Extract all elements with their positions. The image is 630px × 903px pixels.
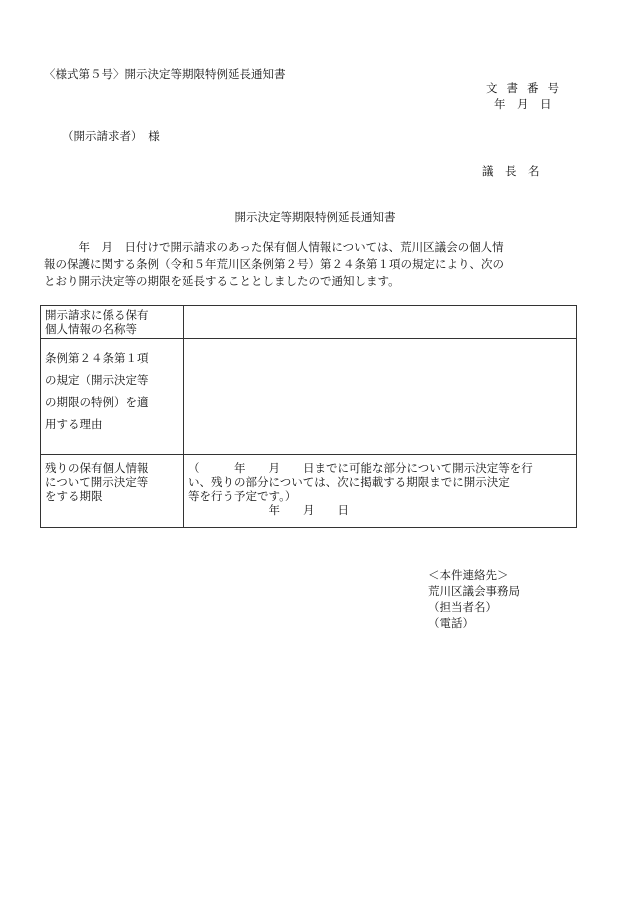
body-line: とおり開示決定等の期限を延長することとしましたので通知します。: [44, 274, 400, 288]
addressee: （開示請求者） 様: [62, 129, 160, 143]
contact-phone: （電話）: [428, 616, 474, 630]
notice-body: [44, 239, 584, 290]
table-row: [41, 339, 577, 455]
row-label: [41, 455, 184, 528]
label-line: をする期限: [45, 489, 103, 503]
extension-reason-field[interactable]: [184, 339, 577, 455]
body-line: 年 月 日付けで開示請求のあった保有個人情報については、荒川区議会の個人情: [44, 240, 504, 254]
deadline-line: い、残りの部分については、次に掲載する期限までに開示決定: [188, 475, 510, 489]
row-label: [41, 306, 184, 339]
contact-block: [428, 567, 520, 631]
label-line: 開示請求に係る保有: [45, 308, 149, 322]
contact-person: （担当者名）: [428, 600, 497, 614]
deadline-field[interactable]: [184, 455, 577, 528]
label-line: の規定（開示決定等: [45, 373, 149, 387]
label-line: の期限の特例）を適: [45, 395, 149, 409]
document-number-label: 文書番号: [486, 81, 568, 95]
label-line: 条例第２４条第１項: [45, 351, 149, 365]
document-title: 開示決定等期限特例延長通知書: [234, 210, 396, 224]
label-line: 用する理由: [45, 417, 103, 431]
label-line: 個人情報の名称等: [45, 322, 137, 336]
document-date-label: 年 月 日: [494, 97, 552, 111]
deadline-line: （ 年 月 日までに可能な部分について開示決定等を行: [188, 461, 533, 475]
row-label: [41, 339, 184, 455]
label-line: について開示決定等: [45, 475, 149, 489]
table-row: [41, 455, 577, 528]
contact-heading: ＜本件連絡先＞: [428, 568, 509, 582]
body-line: 報の保護に関する条例（令和５年荒川区条例第２号）第２４条第１項の規定により、次の: [44, 257, 504, 271]
details-table: [40, 305, 577, 528]
contact-office: 荒川区議会事務局: [428, 584, 520, 598]
information-name-field[interactable]: [184, 306, 577, 339]
label-line: 残りの保有個人情報: [45, 461, 149, 475]
deadline-line: 等を行う予定です。）: [188, 489, 297, 503]
deadline-line: 年 月 日: [188, 503, 349, 517]
sender-chair-name: 議 長 名: [482, 164, 540, 178]
table-row: [41, 306, 577, 339]
form-name: 〈様式第５号〉開示決定等期限特例延長通知書: [44, 67, 286, 81]
